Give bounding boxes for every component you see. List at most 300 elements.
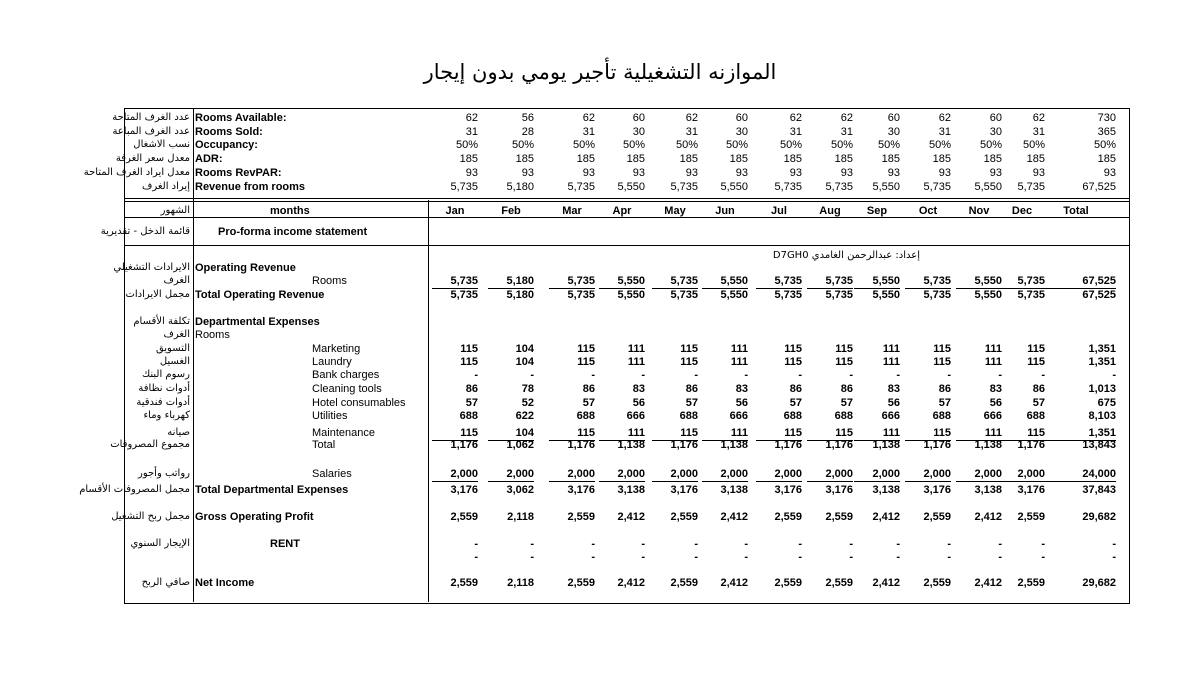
rent-row-2-value: - [591, 551, 595, 563]
expense-row-value: 111 [627, 343, 645, 355]
salaries-row-value: 24,000 [1036, 467, 1116, 482]
metric-row-value: 31 [582, 125, 595, 138]
rent-row-value: - [694, 538, 698, 550]
expense-total-row-value: 1,176 [825, 439, 853, 451]
total-operating-revenue-row-value: 5,180 [506, 289, 534, 301]
expense-row-value: 111 [627, 356, 645, 368]
expense-row-value: 83 [632, 383, 645, 395]
rooms-revenue-row-en: Rooms [312, 275, 347, 287]
metric-row-value: 31 [840, 125, 853, 138]
expense-row-value: 115 [835, 356, 853, 368]
expense-row-value: 104 [488, 426, 534, 441]
expense-total-row-value: 1,176 [923, 439, 951, 451]
net-income-row-value: 2,118 [507, 577, 534, 589]
metric-row-ar: نسب الاشغال [133, 139, 190, 151]
metric-row-value: 185 [576, 153, 595, 166]
total-operating-revenue-row-ar: مجمل الايرادات [125, 289, 190, 300]
metric-row-value: 93 [632, 166, 645, 179]
rooms-revenue-row-value: 67,525 [1036, 274, 1116, 289]
metric-row-value: 50% [511, 139, 534, 152]
salaries-row-value: 2,000 [854, 467, 900, 482]
expense-row-value: 115 [460, 356, 478, 368]
expense-row-value: - [591, 369, 595, 381]
months-header-row-en: months [270, 205, 310, 217]
total-departmental-expenses-row-value: 3,176 [1017, 484, 1045, 496]
expense-row-value: 111 [599, 426, 645, 441]
expense-row-value: 622 [515, 410, 534, 422]
expense-row-value: 688 [834, 410, 853, 422]
metric-row-ar: إيراد الغرف [141, 180, 190, 192]
net-income-row-value: 2,412 [974, 577, 1002, 589]
metric-row-value: 365 [1097, 125, 1116, 138]
expense-row-value: 57 [1032, 397, 1045, 409]
expense-row-ar: أدوات فندقية [136, 397, 190, 408]
rooms-dept-row-en: Rooms [195, 329, 230, 341]
metric-row-value: 5,550 [974, 180, 1002, 193]
expense-row-value: - [798, 369, 802, 381]
gross-operating-profit-row-value: 2,559 [923, 511, 951, 523]
metric-row-value: 185 [834, 153, 853, 166]
total-operating-revenue-row-value: 5,550 [720, 289, 748, 301]
total-departmental-expenses-row-value: 37,843 [1082, 484, 1116, 496]
expense-row-value: 83 [887, 383, 900, 395]
months-header-row-value: Total [1063, 205, 1089, 217]
gross-operating-profit-row-en: Gross Operating Profit [195, 511, 314, 523]
metric-row-value: 185 [1026, 153, 1045, 166]
net-income-row-value: 2,559 [567, 577, 595, 589]
expense-row [0, 409, 1200, 423]
expense-total-row-value: 1,176 [774, 439, 802, 451]
rent-row-value: - [591, 538, 595, 550]
departmental-expenses-row-ar: تكلفة الأقسام [133, 316, 190, 327]
section-divider-top-double [124, 201, 1129, 202]
expense-row-value: 115 [905, 426, 951, 441]
expense-row-value: 115 [1027, 356, 1045, 368]
net-income-row-value: 29,682 [1082, 577, 1116, 589]
expense-row-value: 688 [1026, 410, 1045, 422]
total-operating-revenue-row-value: 5,735 [923, 289, 951, 301]
metric-row-value: 5,550 [617, 180, 645, 193]
expense-total-row-value: 13,843 [1082, 439, 1116, 451]
metric-row-en: Rooms Sold: [195, 125, 263, 138]
months-header-row-value: May [664, 205, 686, 217]
page-title: الموازنه التشغيلية تأجير يومي بدون إيجار [423, 60, 777, 84]
expense-row-value: 1,351 [1036, 426, 1116, 441]
metric-row-value: 50% [725, 139, 748, 152]
expense-row-en: Marketing [312, 343, 361, 355]
metric-row-value: 5,180 [506, 180, 534, 193]
rent-row-2 [0, 550, 1200, 564]
expense-row-value: 111 [956, 426, 1002, 441]
expense-row-ar: التسويق [155, 343, 190, 354]
operating-revenue-row [0, 261, 1200, 275]
expense-row-value: 115 [577, 343, 595, 355]
expense-row-value: 115 [999, 426, 1045, 441]
expense-row [0, 368, 1200, 382]
total-departmental-expenses-row-value: 3,138 [617, 484, 645, 496]
salaries-row-value: 2,000 [956, 467, 1002, 482]
metric-row-value: 62 [789, 112, 802, 124]
total-departmental-expenses-row-value: 3,176 [450, 484, 478, 496]
metric-row-value: 50% [622, 139, 645, 152]
expense-row [0, 382, 1200, 396]
metric-row-value: 60 [735, 112, 748, 124]
rooms-revenue-row-value: 5,550 [854, 274, 900, 289]
expense-row-value: 666 [729, 410, 748, 422]
departmental-expenses-row [0, 315, 1200, 329]
expense-row-en: Laundry [312, 356, 352, 368]
expense-total-row-value: 1,138 [872, 439, 900, 451]
rooms-revenue-row-value: 5,550 [956, 274, 1002, 289]
metric-row-value: 50% [675, 139, 698, 152]
expense-total-row-ar: مجموع المصروفات [110, 439, 190, 450]
metric-row-en: ADR: [195, 153, 223, 166]
gross-operating-profit-row-value: 2,412 [872, 511, 900, 523]
rent-row-2-value: - [1041, 551, 1045, 563]
expense-row-value: 115 [680, 356, 698, 368]
metric-row-value: 50% [779, 139, 802, 152]
total-operating-revenue-row-value: 67,525 [1082, 289, 1116, 301]
metric-row-value: 93 [1032, 166, 1045, 179]
rent-row-value: - [744, 538, 748, 550]
rooms-revenue-row-value: 5,735 [756, 274, 802, 289]
section-divider-top [124, 198, 1129, 199]
expense-row-value: 688 [783, 410, 802, 422]
metric-row-value: 31 [1032, 125, 1045, 138]
metric-row-value: 62 [685, 112, 698, 124]
total-operating-revenue-row-value: 5,550 [872, 289, 900, 301]
rent-row-ar: الإيجار السنوي [130, 538, 190, 549]
expense-total-row-value: 1,176 [1017, 439, 1045, 451]
rooms-dept-row-ar: الغرف [163, 329, 190, 340]
metric-row-ar: معدل سعر الغرفة [115, 153, 190, 165]
expense-row-ar: كهرباء وماء [143, 410, 190, 421]
proforma-label-en: Pro-forma income statement [218, 226, 368, 238]
expense-row-value: - [849, 369, 853, 381]
gross-operating-profit-row-value: 2,559 [774, 511, 802, 523]
net-income-row-value: 2,559 [450, 577, 478, 589]
expense-row-value: 666 [983, 410, 1002, 422]
metric-row-value: 185 [1097, 153, 1116, 166]
expense-row-ar: الغسيل [159, 356, 190, 367]
metric-row-value: 5,735 [923, 180, 951, 193]
total-operating-revenue-row-value: 5,735 [1017, 289, 1045, 301]
rent-row-value: - [998, 538, 1002, 550]
proforma-divider [124, 245, 1129, 246]
months-header-row-value: Feb [501, 205, 521, 217]
rent-row-2-value: - [947, 551, 951, 563]
gross-operating-profit-row-value: 2,559 [670, 511, 698, 523]
salaries-row-en: Salaries [312, 468, 352, 480]
gross-operating-profit-row-value: 2,412 [720, 511, 748, 523]
metric-row-value: 93 [789, 166, 802, 179]
expense-row-value: 111 [882, 343, 900, 355]
metric-row-value: 93 [887, 166, 900, 179]
total-departmental-expenses-row-value: 3,138 [720, 484, 748, 496]
rent-row-value: - [849, 538, 853, 550]
rent-row-en: RENT [270, 538, 300, 550]
expense-row-value: 57 [582, 397, 595, 409]
expense-row-value: - [947, 369, 951, 381]
rent-row-2-value: - [998, 551, 1002, 563]
metric-row-value: 5,735 [567, 180, 595, 193]
months-header-row-value: Dec [1011, 205, 1033, 217]
gross-operating-profit-row-ar: مجمل ربح التشغيل [111, 511, 190, 522]
expense-row-value: 666 [881, 410, 900, 422]
metric-row-value: 93 [938, 166, 951, 179]
metric-row-value: 30 [989, 125, 1002, 138]
expense-row-ar: صيانه [167, 427, 190, 438]
months-header-row-value: Oct [918, 205, 938, 217]
metric-row-value: 5,735 [774, 180, 802, 193]
net-income-row-value: 2,412 [617, 577, 645, 589]
total-operating-revenue-row-value: 5,735 [825, 289, 853, 301]
expense-row [0, 396, 1200, 410]
expense-row-value: 1,351 [1088, 343, 1116, 355]
expense-row-value: - [530, 369, 534, 381]
expense-row-value: - [896, 369, 900, 381]
expense-row-value: 56 [989, 397, 1002, 409]
metric-row-ar: عدد الغرف المتاحة [112, 112, 190, 123]
metric-row-value: 50% [1093, 139, 1116, 152]
expense-total-row-value: 1,138 [617, 439, 645, 451]
expense-row-value: 1,351 [1088, 356, 1116, 368]
total-departmental-expenses-row-value: 3,138 [974, 484, 1002, 496]
expense-total-row-value: 1,138 [720, 439, 748, 451]
expense-row-value: - [744, 369, 748, 381]
total-departmental-expenses-row-value: 3,138 [872, 484, 900, 496]
total-operating-revenue-row-value: 5,735 [670, 289, 698, 301]
rent-row-2-value: - [1112, 551, 1116, 563]
expense-row-value: 86 [1032, 383, 1045, 395]
expense-row-value: 115 [549, 426, 595, 441]
net-income-row-en: Net Income [195, 577, 255, 589]
expense-total-row-value: 1,062 [506, 439, 534, 451]
expense-row-value: 115 [460, 343, 478, 355]
total-departmental-expenses-row-value: 3,176 [923, 484, 951, 496]
gross-operating-profit-row-value: 2,118 [507, 511, 534, 523]
rooms-revenue-row-value: 5,735 [652, 274, 698, 289]
expense-total-row-value: 1,138 [974, 439, 1002, 451]
rent-row-value: - [1041, 538, 1045, 550]
expense-row-value: 57 [789, 397, 802, 409]
gross-operating-profit-row-value: 2,412 [617, 511, 645, 523]
expense-row-value: 115 [835, 343, 853, 355]
gross-operating-profit-row-value: 2,559 [450, 511, 478, 523]
metric-row-value: 30 [632, 125, 645, 138]
rent-row-value: - [474, 538, 478, 550]
metric-row-value: 56 [521, 112, 534, 124]
total-operating-revenue-row [0, 288, 1200, 302]
net-income-row-value: 2,412 [720, 577, 748, 589]
months-header-row-value: Aug [819, 205, 841, 217]
rent-row-2-value: - [474, 551, 478, 563]
metric-row-value: 50% [572, 139, 595, 152]
expense-row-value: 86 [938, 383, 951, 395]
metric-row-value: 50% [877, 139, 900, 152]
expense-row-value: 115 [577, 356, 595, 368]
gross-operating-profit-row-value: 2,559 [825, 511, 853, 523]
months-header-row-value: Nov [968, 205, 990, 217]
gross-operating-profit-row-value: 2,559 [1017, 511, 1045, 523]
metric-row-value: 67,525 [1082, 180, 1116, 193]
expense-row-value: 78 [521, 383, 534, 395]
salaries-row [0, 467, 1200, 481]
expense-row-value: 111 [730, 356, 748, 368]
metric-row [0, 180, 1200, 194]
metric-row-value: 60 [989, 112, 1002, 124]
rooms-revenue-row-value: 5,550 [599, 274, 645, 289]
expense-row-value: 83 [735, 383, 748, 395]
expense-total-row-value: 1,176 [567, 439, 595, 451]
metric-row-value: 93 [840, 166, 853, 179]
metric-row-value: 93 [465, 166, 478, 179]
metric-row-value: 62 [840, 112, 853, 124]
metric-row-value: 93 [521, 166, 534, 179]
expense-row-value: 688 [459, 410, 478, 422]
expense-row-value: 115 [933, 356, 951, 368]
expense-row-value: 115 [652, 426, 698, 441]
expense-row-value: 115 [784, 356, 802, 368]
total-operating-revenue-row-value: 5,735 [450, 289, 478, 301]
expense-row-en: Utilities [312, 410, 348, 422]
rent-row-2-value: - [849, 551, 853, 563]
rent-row-2-value: - [896, 551, 900, 563]
expense-row-value: 111 [854, 426, 900, 441]
expense-row-value: 86 [582, 383, 595, 395]
rooms-dept-row [0, 328, 1200, 342]
expense-row-ar: أدوات نظافة [138, 383, 190, 394]
rooms-revenue-row-value: 5,735 [807, 274, 853, 289]
total-departmental-expenses-row [0, 483, 1200, 497]
rent-row-value: - [896, 538, 900, 550]
operating-revenue-row-en: Operating Revenue [195, 262, 296, 274]
expense-row-value: - [998, 369, 1002, 381]
expense-row-value: 111 [984, 343, 1002, 355]
expense-row-value: 52 [521, 397, 534, 409]
expense-total-row-value: 1,176 [450, 439, 478, 451]
net-income-row-value: 2,559 [774, 577, 802, 589]
total-departmental-expenses-row-value: 3,176 [567, 484, 595, 496]
rent-row [0, 537, 1200, 551]
months-header-row-value: Jul [771, 205, 787, 217]
net-income-row [0, 576, 1200, 590]
expense-row-value: 666 [626, 410, 645, 422]
total-operating-revenue-row-value: 5,550 [617, 289, 645, 301]
metric-row-value: 50% [455, 139, 478, 152]
expense-row-value: 57 [685, 397, 698, 409]
metric-row-value: 5,735 [450, 180, 478, 193]
salaries-row-value: 2,000 [549, 467, 595, 482]
metric-row-value: 62 [582, 112, 595, 124]
metric-row-value: 93 [582, 166, 595, 179]
total-departmental-expenses-row-value: 3,176 [670, 484, 698, 496]
expense-row-value: 111 [730, 343, 748, 355]
net-income-row-ar: صافي الربح [141, 577, 190, 588]
metric-row-value: 5,735 [670, 180, 698, 193]
expense-row-value: - [694, 369, 698, 381]
metric-row-value: 185 [626, 153, 645, 166]
rent-row-2-value: - [744, 551, 748, 563]
expense-row-value: - [1112, 369, 1116, 381]
rooms-revenue-row-value: 5,550 [702, 274, 748, 289]
metric-row-value: 62 [938, 112, 951, 124]
rooms-revenue-row-value: 5,735 [905, 274, 951, 289]
metric-row-value: 60 [887, 112, 900, 124]
metric-row-value: 50% [928, 139, 951, 152]
expense-row-value: 115 [933, 343, 951, 355]
metric-row-value: 50% [979, 139, 1002, 152]
rent-row-2-value: - [694, 551, 698, 563]
metric-row-value: 50% [1022, 139, 1045, 152]
expense-row-value: 86 [789, 383, 802, 395]
rooms-revenue-row-value: 5,735 [999, 274, 1045, 289]
expense-row-value: 104 [515, 356, 534, 368]
total-operating-revenue-row-en: Total Operating Revenue [195, 289, 325, 301]
expense-row-value: 688 [932, 410, 951, 422]
expense-row-en: Cleaning tools [312, 383, 382, 395]
gross-operating-profit-row [0, 510, 1200, 524]
expense-total-row-value: 1,176 [670, 439, 698, 451]
metric-row-value: 93 [1103, 166, 1116, 179]
total-operating-revenue-row-value: 5,550 [974, 289, 1002, 301]
expense-row-value: - [641, 369, 645, 381]
months-header-row-value: Jun [715, 205, 735, 217]
metric-row-value: 62 [465, 112, 478, 124]
expense-row [0, 355, 1200, 369]
rooms-revenue-row-value: 5,735 [432, 274, 478, 289]
expense-row-en: Bank charges [312, 369, 380, 381]
metric-row-value: 28 [521, 125, 534, 138]
expense-row-value: 56 [735, 397, 748, 409]
salaries-row-value: 2,000 [432, 467, 478, 482]
salaries-row-value: 2,000 [807, 467, 853, 482]
expense-row-value: 86 [840, 383, 853, 395]
expense-row-value: 111 [882, 356, 900, 368]
salaries-row-value: 2,000 [652, 467, 698, 482]
months-header-row-value: Apr [612, 205, 632, 217]
expense-row-value: 104 [515, 343, 534, 355]
expense-row-en: Maintenance [312, 427, 375, 439]
expense-row-value: 8,103 [1088, 410, 1116, 422]
metric-row-value: 31 [465, 125, 478, 138]
total-departmental-expenses-row-value: 3,176 [774, 484, 802, 496]
rent-row-value: - [947, 538, 951, 550]
salaries-row-ar: رواتب وأجور [137, 468, 190, 479]
expense-row-value: 1,013 [1088, 383, 1116, 395]
metric-row-value: 185 [515, 153, 534, 166]
proforma-label-ar: قائمة الدخل - تقديرية [100, 226, 190, 237]
rooms-revenue-row-ar: الغرف [163, 275, 190, 286]
expense-row-ar: رسوم البنك [141, 369, 190, 380]
expense-row-value: 86 [685, 383, 698, 395]
expense-row-value: 56 [887, 397, 900, 409]
months-header-row-value: Sep [866, 205, 888, 217]
rent-row-2-value: - [530, 551, 534, 563]
metric-row-value: 62 [1032, 112, 1045, 124]
metric-row-value: 93 [685, 166, 698, 179]
rooms-revenue-row-value: 5,180 [488, 274, 534, 289]
expense-row-en: Hotel consumables [312, 397, 406, 409]
expense-row-value: - [474, 369, 478, 381]
salaries-row-value: 2,000 [599, 467, 645, 482]
gross-operating-profit-row-value: 29,682 [1082, 511, 1116, 523]
expense-row-value: 688 [679, 410, 698, 422]
months-header-row [0, 204, 1200, 218]
metric-row-value: 5,550 [720, 180, 748, 193]
expense-row-value: 115 [1027, 343, 1045, 355]
expense-row-value: 115 [432, 426, 478, 441]
